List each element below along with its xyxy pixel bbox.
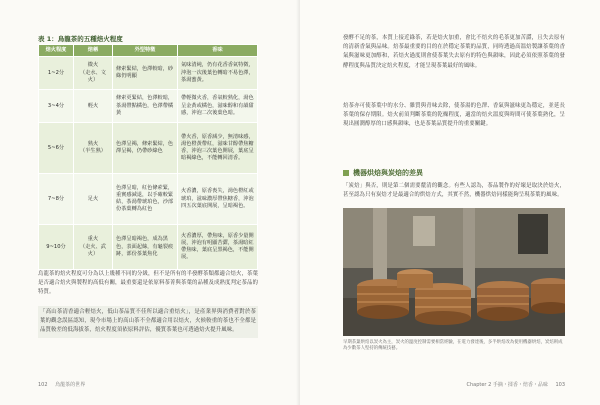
appearance-cell: 條索緊結，色澤較暗，砂綠仍明顯 — [113, 57, 178, 90]
table-header-degree: 焙火程度 — [39, 45, 74, 57]
left-footer — [38, 381, 85, 388]
name-sub-text: （半生熟） — [80, 148, 106, 155]
name-text: 熟火 — [87, 141, 99, 147]
roasting-room-illustration — [343, 208, 565, 336]
body-paragraph: 焙茶亦可使茶葉中的水分、雜質與青味去除，使茶湯的色澤、香氣與滋味更為穩定，並延長茶葉的保存期限。焙火前須判斷茶葉的乾燥程度，適當的焙火溫度與時間可使茶葉熟化，呈現出圓潤醇厚的口感與韻味，也是茶葉品質提升的重要關鍵。 — [343, 103, 565, 128]
table-header-appearance: 外型特徵 — [113, 45, 178, 57]
table-row — [39, 57, 258, 90]
aroma-cell: 氣味清純，仍有花香香氣特徵，沖泡一次後葉色轉暗不易色澤，茶湯蜜黃。 — [178, 57, 258, 90]
section-heading-text: 機器烘焙與炭焙的差異 — [353, 169, 423, 177]
appearance-cell: 條索更緊結，色澤較暗，茶湯帶點橘色，色澤帶橘黃 — [113, 90, 178, 123]
name-text: 重火 — [87, 236, 99, 243]
degree-cell: 7~8分 — [39, 174, 74, 225]
appearance-cell: 色澤呈褐，條索緊結，色澤呈褐，仍帶砂綠色 — [113, 123, 178, 174]
appearance-cell: 色澤呈暗褐色，成為黑色，表面起絲，有龜裂痕跡，部份茶葉焦化 — [113, 225, 178, 270]
aroma-cell: 火香濃厚，帶焦味，原香少量開展，沖泡有明顯苦澀，茶湯暗紅帶焦味，葉底呈黑褐色，不能開展。 — [178, 225, 258, 270]
page-number: 103 — [555, 382, 565, 388]
roasting-room-photo — [343, 208, 565, 336]
name-cell — [74, 225, 113, 270]
table-header-aroma: 香味 — [178, 45, 258, 57]
page-number: 102 — [38, 382, 48, 388]
body-paragraph: 發酵不足的茶，本質上接近綠茶，若是焙火加重，會比不焙火的毛茶更加苦澀，且失去原有的清新香氣與品味。焙茶最重要的目的在於穩定茶葉的品質，同時透過高溫焙製讓茶葉的香氣與滋味更加醇和，若焙火過度則會使茶葉失去原有的特色與韻味，因此必須依照茶葉的發酵程度與品質決定焙火程度，才能呈現茶葉最好的風味。 — [343, 35, 565, 69]
table-header-row — [39, 45, 258, 57]
table-row — [39, 225, 258, 270]
degree-cell: 3~4分 — [39, 90, 74, 123]
name-cell — [74, 174, 113, 225]
right-footer — [430, 381, 565, 388]
name-cell — [74, 90, 113, 123]
appearance-cell: 色澤呈暗，紅色條索緊，重實感減退，以手確較緊結，茶湯帶琥珀色，沙部份茶葉轉為紅色 — [113, 174, 178, 225]
body-paragraph: 「炭焙」與否，則是第二個需要釐清的觀念。有些人認為，茶品製作的好壞是取決於焙火，甚至認為只有炭焙才是最適合的烘焙方式，其實不然，機器烘焙同樣能夠呈現茶葉的風味。 — [343, 183, 565, 199]
roast-degree-table — [38, 44, 258, 270]
degree-cell: 9~10分 — [39, 225, 74, 270]
table-title: 表 1：烏龍茶的五種焙火程度 — [38, 35, 123, 43]
quote-paragraph: 「高山茶清香適合輕焙火，低山茶品質不佳所以適合重焙火」，是產業界與消費者對於茶葉的觀念誤區認知，現今市場上的高山茶不全都適合用以焙火，火候較重的茶也不全都是品質較差的低海拔茶，焙火程度須依原料評估，優質茶葉也可透過焙火提升風味。 — [40, 309, 256, 334]
square-bullet-icon — [343, 170, 349, 176]
table-header-name: 焙稱 — [74, 45, 113, 57]
name-text: 微火 — [87, 62, 99, 69]
body-paragraph: 烏龍茶的焙火程度可分為以上幾種不同的分級，但不是所有的半發酵茶類都適合焙火，茶葉是否適合焙火與製程的高低有關，最重要還是依原料茶菁與茶葉的品種及成熟度判定茶品的特質。 — [38, 271, 258, 296]
aroma-cell: 帶火香，原香減少，無清味感，湯色橙黃帶紅，滋味甘醇帶焦糖香，沖泡三次葉色開展，葉底呈暗褐綠色，不能轉回清香。 — [178, 123, 258, 174]
aroma-cell: 火香濃，原香喪失，湯色橙紅或琥珀，滋味濃厚帶焦糖香，沖泡四五次葉底開展，呈暗褐色。 — [178, 174, 258, 225]
book-title: 烏龍茶的世界 — [55, 382, 86, 388]
degree-cell: 5~6分 — [39, 123, 74, 174]
aroma-cell: 帶輕微火香，香氣較熟化，湯色呈金黃或橘色，滋味醇和有韻甜感，沖泡二次後葉色暗。 — [178, 90, 258, 123]
table-row — [39, 174, 258, 225]
name-text: 輕火 — [87, 102, 99, 109]
name-sub-text: （走火、武火） — [80, 243, 106, 257]
name-cell — [74, 123, 113, 174]
table-row — [39, 90, 258, 123]
chapter-title: Chapter 2 手摘・揉香・焙香・品味 — [466, 382, 548, 388]
section-heading — [343, 168, 423, 178]
degree-cell: 1~2分 — [39, 57, 74, 90]
name-sub-text: （走水、文火） — [80, 69, 106, 83]
photo-caption: 早期茶葉烘焙以炭火為主，炭火的溫度控制需要相當經驗，在電力發達後，多半烘焙改為使用機器烘焙，炭焙則成為少數茶人堅持的傳統技藝。 — [343, 340, 563, 351]
name-text: 足火 — [87, 195, 99, 202]
table-row — [39, 123, 258, 174]
name-cell — [74, 57, 113, 90]
